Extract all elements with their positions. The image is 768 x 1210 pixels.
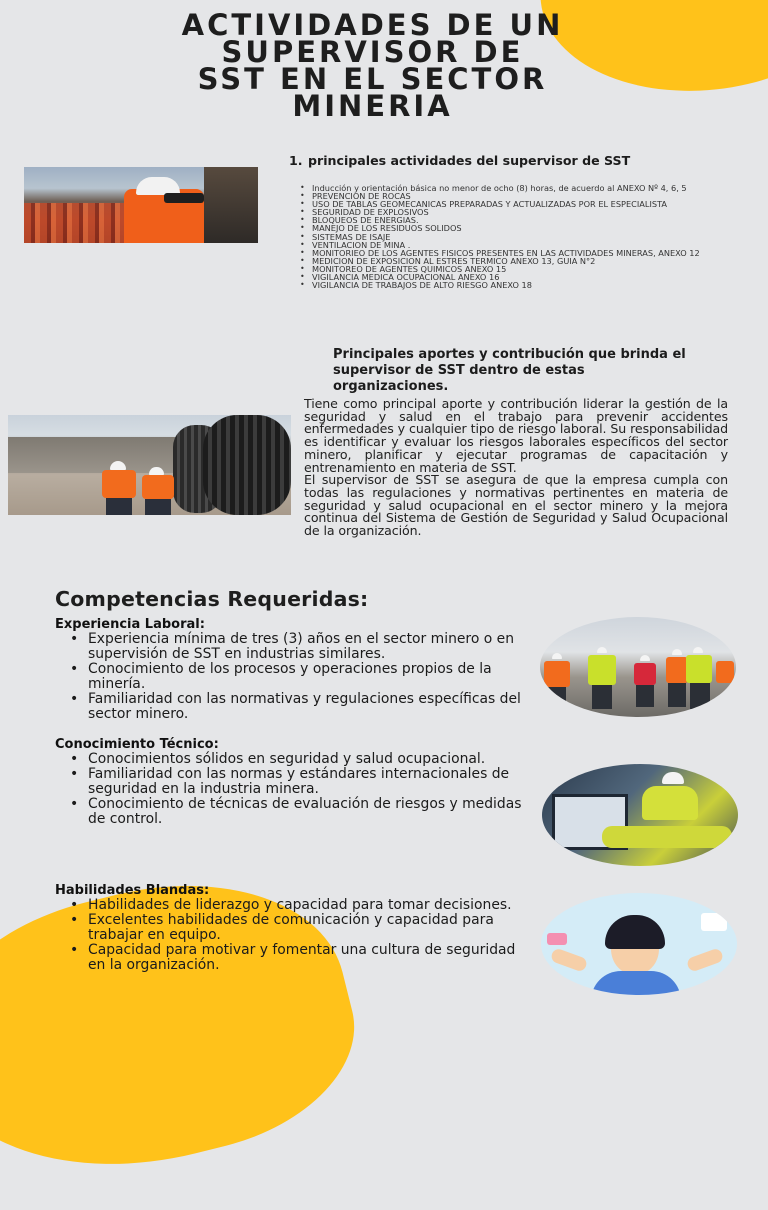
list-item: • SEGURIDAD DE EXPLOSIVOS: [312, 208, 712, 216]
list-item: • MANEJO DE LOS RESIDUOS SOLIDOS: [312, 224, 712, 232]
actividades-heading-text: principales actividades del supervisor de SST: [308, 153, 631, 168]
list-item: • Conocimiento de los procesos y operaciones propios de la minería.: [88, 662, 528, 692]
actividades-list: [312, 184, 712, 289]
list-number: 1.: [289, 153, 303, 168]
list-item: • Inducción y orientación básica no menor de ocho (8) horas, de acuerdo al ANEXO Nº 4, 6, 5: [312, 184, 712, 192]
list-item: • Familiaridad con las normativas y regulaciones específicas del sector minero.: [88, 692, 528, 722]
blandas-list: [88, 898, 528, 973]
list-item: • PREVENCION DE ROCAS: [312, 192, 712, 200]
actividades-heading: [289, 154, 689, 168]
photo-workers-haul-truck: [8, 415, 291, 515]
title-line: SST EN EL SECTOR: [197, 62, 548, 96]
title-line: ACTIVIDADES DE UN: [181, 8, 564, 42]
list-item: • Excelentes habilidades de comunicación y capacidad para trabajar en equipo.: [88, 913, 528, 943]
list-item: • Conocimientos sólidos en seguridad y salud ocupacional.: [88, 752, 528, 767]
photo-mine-workers-group: [24, 167, 258, 243]
aportes-paragraph: [304, 398, 728, 538]
aportes-paragraph-1: Tiene como principal aporte y contribución liderar la gestión de la seguridad y salud en el trabajo para prevenir accidentes enfermedades y cualquier tipo de riesgo laboral. Su responsabilidad es identificar y evaluar los riesgos laborales específicos del sector minero, planificar y ejecutar programas de capacitación y entrenamiento en materia de SST.: [304, 396, 728, 475]
experiencia-list: [88, 632, 528, 722]
tecnico-label: Conocimiento Técnico:: [55, 737, 219, 752]
list-item: • VIGILANCIA DE TRABAJOS DE ALTO RIESGO ANEXO 18: [312, 281, 712, 289]
tecnico-list: [88, 752, 528, 827]
aportes-paragraph-2: El supervisor de SST se asegura de que la empresa cumpla con todas las regulaciones y normativas pertinentes en materia de seguridad y salud ocupacional en el sector minero y la mejora continua del Sistema de Gestión de Seguridad y Salud Ocupacional de la organización.: [304, 472, 728, 539]
list-item: • SISTEMAS DE ISAJE: [312, 233, 712, 241]
title-line: SUPERVISOR DE: [221, 35, 524, 69]
list-item: • BLOQUEOS DE ENERGIAS.: [312, 216, 712, 224]
title-line: MINERIA: [292, 89, 453, 123]
illustration-worker-circle: [541, 893, 737, 995]
aportes-heading: Principales aportes y contribución que brinda el supervisor de SST dentro de estas organizaciones.: [333, 347, 686, 394]
list-item: • VIGILANCIA MEDICA OCUPACIONAL ANEXO 16: [312, 273, 712, 281]
list-item: • Conocimiento de técnicas de evaluación de riesgos y medidas de control.: [88, 797, 528, 827]
experiencia-label: Experiencia Laboral:: [55, 617, 205, 632]
list-item: • Capacidad para motivar y fomentar una cultura de seguridad en la organización.: [88, 943, 528, 973]
list-item: • USO DE TABLAS GEOMECANICAS PREPARADAS Y ACTUALIZADAS POR EL ESPECIALISTA: [312, 200, 712, 208]
photo-safety-team-circle: [540, 617, 736, 717]
list-item: • VENTILACION DE MINA .: [312, 241, 712, 249]
list-item: • MONITOREO DE AGENTES QUIMICOS ANEXO 15: [312, 265, 712, 273]
photo-control-room-circle: [542, 764, 738, 866]
page-title: [0, 8, 745, 123]
list-item: • Habilidades de liderazgo y capacidad para tomar decisiones.: [88, 898, 528, 913]
competencias-heading: Competencias Requeridas:: [55, 587, 369, 611]
list-item: • MONITORIEO DE LOS AGENTES FISICOS PRESENTES EN LAS ACTIVIDADES MINERAS, ANEXO 12: [312, 249, 712, 257]
list-item: • MEDICION DE EXPOSICION AL ESTRES TERMICO ANEXO 13, GUIA N°2: [312, 257, 712, 265]
blandas-label: Habilidades Blandas:: [55, 883, 210, 898]
list-item: • Experiencia mínima de tres (3) años en el sector minero o en supervisión de SST en industrias similares.: [88, 632, 528, 662]
list-item: • Familiaridad con las normas y estándares internacionales de seguridad en la industria minera.: [88, 767, 528, 797]
